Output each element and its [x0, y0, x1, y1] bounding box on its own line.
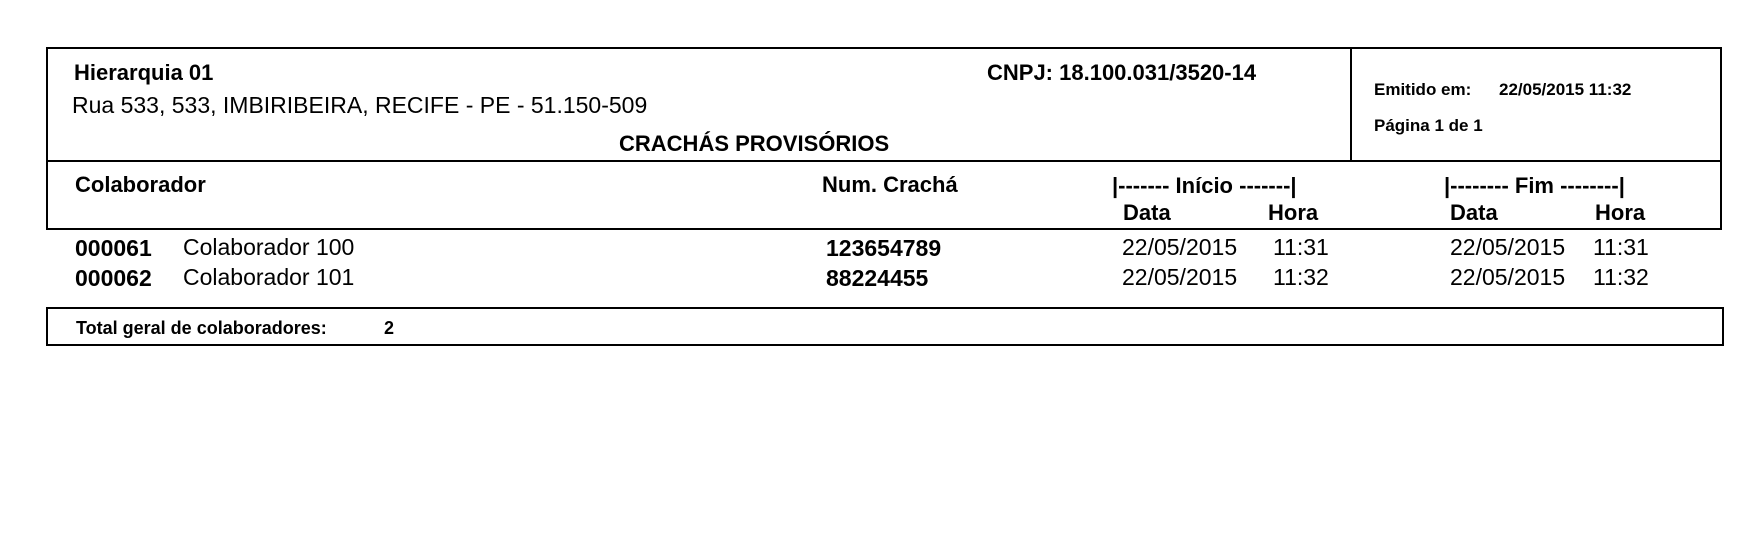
column-colaborador: Colaborador — [75, 172, 206, 197]
row-end-date: 22/05/2015 — [1450, 234, 1566, 260]
row-code: 000061 — [75, 235, 152, 261]
column-inicio-data: Data — [1123, 200, 1171, 225]
column-fim-data: Data — [1450, 200, 1498, 225]
company-address: Rua 533, 533, IMBIRIBEIRA, RECIFE - PE - 51.150-509 — [72, 92, 648, 118]
row-start-time: 11:31 — [1273, 234, 1329, 260]
row-start-time: 11:32 — [1273, 264, 1329, 290]
row-code: 000062 — [75, 265, 152, 291]
header-divider — [1350, 47, 1352, 162]
row-name: Colaborador 100 — [183, 234, 355, 260]
row-start-date: 22/05/2015 — [1122, 234, 1238, 260]
issued-value: 22/05/2015 11:32 — [1499, 80, 1632, 99]
issued-label: Emitido em: — [1374, 80, 1472, 99]
report-title: CRACHÁS PROVISÓRIOS — [619, 131, 890, 156]
column-inicio-hora: Hora — [1268, 200, 1319, 225]
cnpj-label: CNPJ: 18.100.031/3520-14 — [987, 60, 1257, 85]
total-label: Total geral de colaboradores: — [76, 318, 327, 338]
company-name: Hierarquia 01 — [74, 60, 214, 85]
row-badge-number: 123654789 — [826, 235, 942, 261]
row-start-date: 22/05/2015 — [1122, 264, 1238, 290]
row-end-time: 11:31 — [1593, 234, 1649, 260]
column-header-right-border — [1720, 160, 1722, 230]
row-end-date: 22/05/2015 — [1450, 264, 1566, 290]
row-end-time: 11:32 — [1593, 264, 1649, 290]
column-header-left-border — [46, 160, 48, 230]
column-fim-hora: Hora — [1595, 200, 1646, 225]
total-value: 2 — [384, 318, 395, 338]
column-group-fim: |-------- Fim --------| — [1444, 173, 1625, 198]
column-group-inicio: |------- Início -------| — [1112, 173, 1297, 198]
page-indicator: Página 1 de 1 — [1374, 116, 1483, 135]
column-num-cracha: Num. Crachá — [822, 172, 958, 197]
row-badge-number: 88224455 — [826, 265, 929, 291]
row-name: Colaborador 101 — [183, 264, 355, 290]
column-header-bottom-border — [46, 228, 1722, 230]
